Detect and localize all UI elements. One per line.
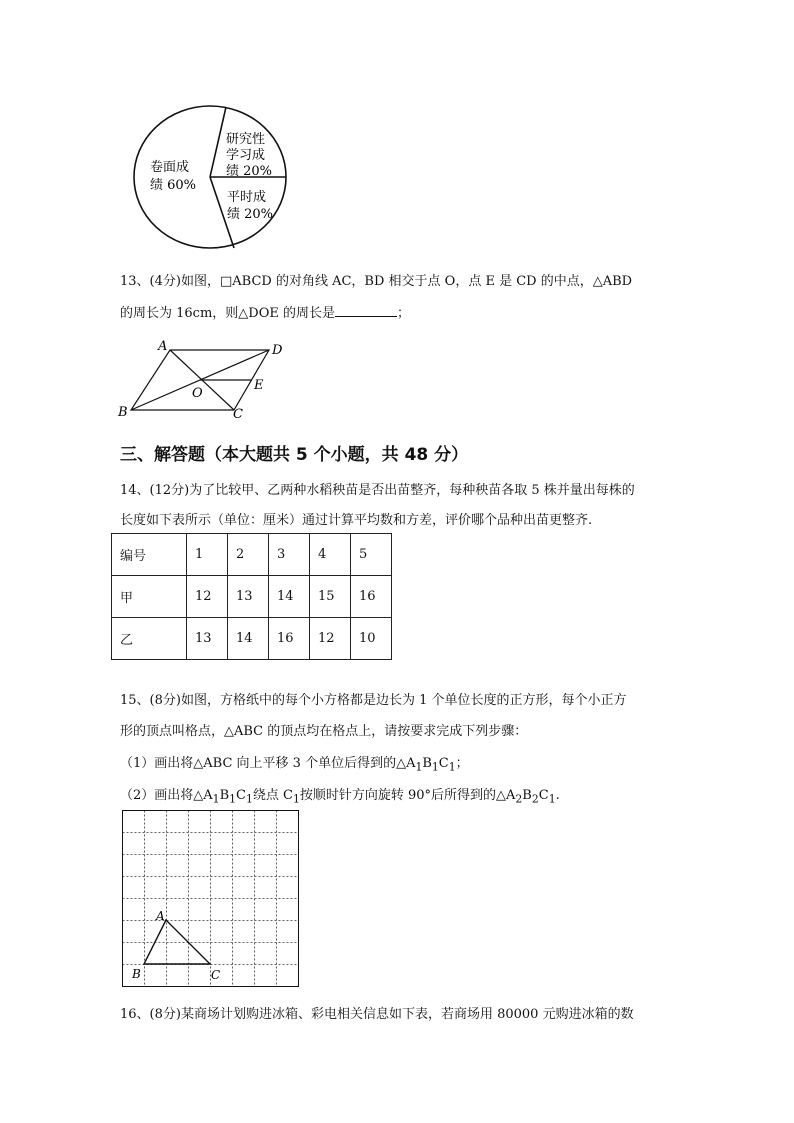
pie-label-research-1: 研究性: [226, 132, 266, 147]
label-C: C: [233, 407, 243, 422]
table-cell: 15: [310, 576, 351, 618]
grid-figure: [120, 808, 304, 992]
label-A: A: [158, 339, 168, 354]
label-D: D: [272, 343, 283, 358]
q14-line2: 长度如下表所示（单位：厘米）通过计算平均数和方差，评价哪个品种出苗更整齐.: [120, 513, 593, 528]
grid-label-B: B: [132, 967, 141, 981]
grid-lines: [123, 811, 299, 987]
table-cell: 1: [187, 534, 228, 576]
table-cell: 12: [187, 576, 228, 618]
parallelogram-symbol: □: [219, 274, 233, 289]
q14-line1: 14、(12分)为了比较甲、乙两种水稻秧苗是否出苗整齐，每种秧苗各取 5 株并量出每株的: [120, 483, 635, 498]
table-cell: 13: [187, 618, 228, 660]
pie-label-research-2: 学习成: [226, 148, 266, 163]
pie-label-daily-1: 平时成: [227, 190, 267, 205]
q14-number: 14、(12分): [120, 483, 190, 498]
table-cell: 3: [269, 534, 310, 576]
q13-number: 13、(4分): [120, 274, 181, 289]
pie-label-daily-2: 绩 20%: [227, 207, 274, 222]
answer-blank[interactable]: [335, 304, 397, 317]
label-B: B: [118, 405, 128, 420]
table-row: [112, 618, 392, 660]
grid-label-C: C: [211, 968, 221, 982]
q15-step2: （2）画出将$\triangle A_1B_1C_1$绕点 $C_1$按顺时针方向旋转 90°后所得到的$\triangle A_2B_2C_1$.: [120, 788, 560, 806]
pie-label-exam-2: 绩 60%: [150, 178, 197, 193]
table-cell: 2: [228, 534, 269, 576]
table-cell: 13: [228, 576, 269, 618]
q15-line2: 形的顶点叫格点，△ABC 的顶点均在格点上，请按要求完成下列步骤：: [120, 724, 528, 739]
table-cell: 4: [310, 534, 351, 576]
table-cell: 10: [351, 618, 392, 660]
table-cell: 12: [310, 618, 351, 660]
pie-label-research-3: 绩 20%: [226, 164, 273, 179]
q16-line1: 16、(8分)某商场计划购进冰箱、彩电相关信息如下表，若商场用 80000 元购进冰箱的数: [120, 1007, 634, 1022]
table-cell: 14: [269, 576, 310, 618]
table-header-row: [112, 534, 392, 576]
q13-line1: 13、(4分)如图，□ABCD 的对角线 AC，BD 相交于点 O，点 E 是 CD 的中点，△ABD: [120, 274, 633, 289]
table-cell: 14: [228, 618, 269, 660]
table-cell: 5: [351, 534, 392, 576]
table-cell: 乙: [112, 618, 187, 660]
table-cell: 编号: [112, 534, 187, 576]
table-cell: 16: [351, 576, 392, 618]
pie-chart: [130, 105, 295, 255]
grid-label-A: A: [156, 909, 165, 923]
pie-divider-top: [210, 107, 226, 177]
table-cell: 甲: [112, 576, 187, 618]
q15-step1: （1）画出将△ABC 向上平移 3 个单位后得到的$\triangle A_1B_1C_1$；: [120, 756, 469, 774]
table-row: [112, 576, 392, 618]
seedling-table: [111, 533, 392, 660]
q15-number: 15、(8分): [120, 693, 181, 708]
section-3-title: 三、解答题（本大题共 5 个小题，共 48 分）: [120, 445, 469, 465]
pie-label-exam-1: 卷面成: [150, 160, 190, 175]
q16-number: 16、(8分): [120, 1007, 181, 1022]
parallelogram-figure: [112, 338, 292, 422]
label-E: E: [254, 378, 264, 393]
q13-line2: 的周长为 16cm，则△DOE 的周长是 ；: [120, 306, 410, 321]
table-cell: 16: [269, 618, 310, 660]
q15-line1: 15、(8分)如图，方格纸中的每个小方格都是边长为 1 个单位长度的正方形，每个小正方: [120, 693, 627, 708]
label-O: O: [192, 386, 203, 401]
